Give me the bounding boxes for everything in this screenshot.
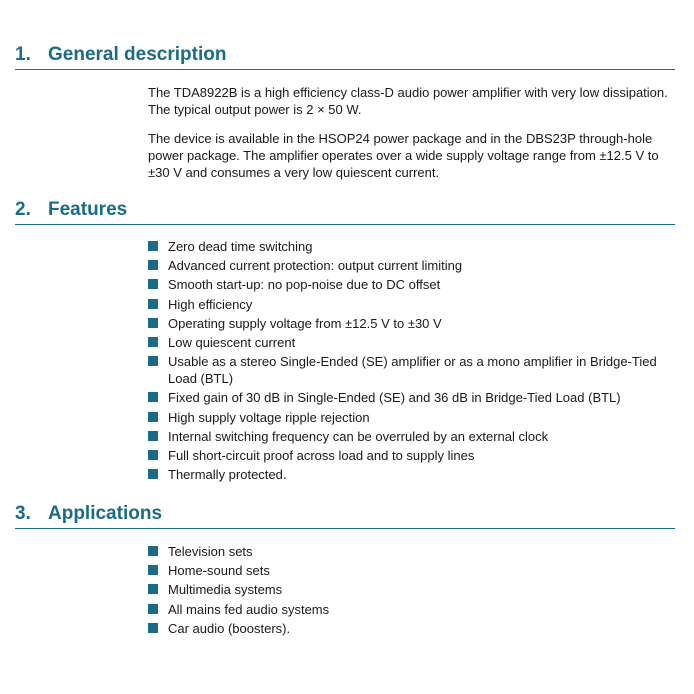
square-bullet-icon (148, 279, 158, 289)
list-item-text: All mains fed audio systems (168, 601, 330, 617)
square-bullet-icon (148, 431, 158, 441)
section-heading-applications (15, 503, 675, 529)
list-item (148, 447, 676, 464)
square-bullet-icon (148, 546, 158, 556)
section-number: 2. (15, 199, 31, 220)
list-item-text: Thermally protected. (168, 467, 287, 483)
list-item (148, 257, 676, 274)
list-item-text: Smooth start-up: no pop-noise due to DC offset (168, 277, 441, 293)
square-bullet-icon (148, 584, 158, 594)
list-item-text: Usable as a stereo Single-Ended (SE) amplifier or as a mono amplifier in Bridge-Tied Load (BTL) (168, 354, 657, 387)
square-bullet-icon (148, 260, 158, 270)
square-bullet-icon (148, 299, 158, 309)
features-list (148, 238, 676, 485)
list-item (148, 543, 676, 560)
list-item (148, 601, 676, 618)
square-bullet-icon (148, 318, 158, 328)
list-item (148, 238, 676, 255)
section-heading-general-description (15, 44, 675, 70)
section-title: Applications (48, 503, 163, 524)
square-bullet-icon (148, 604, 158, 614)
section-number: 1. (15, 44, 31, 65)
list-item (148, 466, 676, 483)
list-item-text: High supply voltage ripple rejection (168, 409, 370, 425)
list-item-text: Internal switching frequency can be overruled by an external clock (168, 428, 549, 444)
list-item (148, 353, 676, 387)
list-item (148, 562, 676, 579)
square-bullet-icon (148, 392, 158, 402)
list-item-text: Operating supply voltage from ±12.5 V to ±30 V (168, 315, 442, 331)
section-title: Features (48, 199, 128, 220)
section-title: General description (48, 44, 227, 65)
square-bullet-icon (148, 469, 158, 479)
list-item-text: Advanced current protection: output current limiting (168, 258, 463, 274)
list-item (148, 581, 676, 598)
list-item (148, 315, 676, 332)
section-heading-features (15, 199, 675, 225)
list-item (148, 389, 676, 406)
list-item (148, 296, 676, 313)
list-item-text: High efficiency (168, 296, 253, 312)
list-item (148, 428, 676, 445)
list-item (148, 620, 676, 637)
list-item (148, 409, 676, 426)
square-bullet-icon (148, 450, 158, 460)
square-bullet-icon (148, 241, 158, 251)
square-bullet-icon (148, 356, 158, 366)
paragraph: The device is available in the HSOP24 power package and in the DBS23P through-hole power package. The amplifier operates over a wide supply voltage range from ±12.5 V to ±30 V and consumes a very low quiescent current. (148, 131, 659, 180)
list-item-text: Zero dead time switching (168, 239, 313, 254)
square-bullet-icon (148, 337, 158, 347)
list-item-text: Multimedia systems (168, 582, 283, 598)
square-bullet-icon (148, 412, 158, 422)
list-item-text: Low quiescent current (168, 334, 296, 350)
list-item (148, 276, 676, 293)
square-bullet-icon (148, 623, 158, 633)
section-number: 3. (15, 503, 31, 524)
list-item-text: Car audio (boosters). (168, 620, 291, 636)
list-item-text: Fixed gain of 30 dB in Single-Ended (SE) and 36 dB in Bridge-Tied Load (BTL) (168, 390, 621, 406)
list-item (148, 334, 676, 351)
square-bullet-icon (148, 565, 158, 575)
paragraph: The TDA8922B is a high efficiency class-D audio power amplifier with very low dissipation. The typical output power is 2 × 50 W. (148, 85, 668, 117)
applications-list (148, 543, 676, 639)
list-item-text: Full short-circuit proof across load and to supply lines (168, 447, 475, 463)
list-item-text: Television sets (168, 544, 253, 559)
list-item-text: Home-sound sets (168, 563, 270, 579)
